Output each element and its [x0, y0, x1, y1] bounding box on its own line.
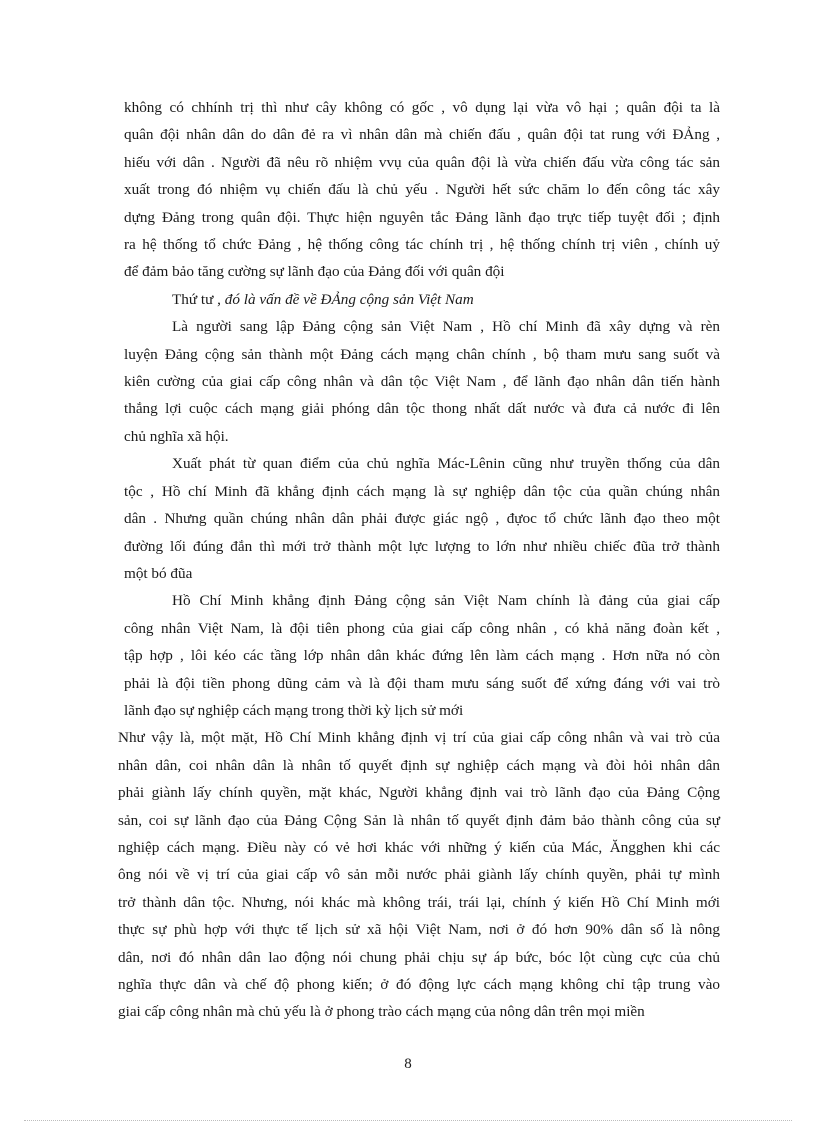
text-line: thắng lợi cuộc cách mạng giải phóng dân tộc thong nhất dất nước và đưa cả nước đi lên: [124, 400, 720, 418]
text-line: tập hợp , lôi kéo các tầng lớp nhân dân khác đứng lên làm cách mạng . Hơn nữa nó còn: [124, 647, 720, 665]
text-line: quân đội nhân dân do dân đẻ ra vì nhân dân mà chiến đấu , quân đội tat rung với ĐẢng ,: [124, 126, 720, 144]
text-line: thực sự phù hợp với thực tế lịch sử xã hội Việt Nam, nơi ở đó hơn 90% dân số là nông: [118, 921, 720, 939]
text-line: phải giành lấy chính quyền, mặt khác, Người khẳng định vai trò lãnh đạo của Đảng Cộng: [118, 784, 720, 802]
document-body: [118, 94, 720, 1026]
paragraph-party-vanguard: [124, 587, 720, 724]
text-line: Xuất phát từ quan điểm của chủ nghĩa Mác-Lênin cũng như truyền thống của dân: [172, 455, 720, 473]
paragraph-conclusion: [118, 724, 720, 1025]
text-line: sản, coi sự lãnh đạo của Đảng Cộng Sản là nhân tố quyết định đảm bảo thành công của sự: [118, 811, 720, 829]
paragraph-army: [124, 94, 720, 286]
text-line: dựng Đảng trong quân đội. Thực hiện nguyên tắc Đảng lãnh đạo trực tiếp tuyệt đối ; định: [124, 208, 720, 226]
text-line: Là người sang lập Đảng cộng sản Việt Nam , Hồ chí Minh đã xây dựng và rèn: [172, 318, 720, 336]
text-line: tộc , Hồ chí Minh đã khẳng định cách mạng là sự nghiệp dân tộc của quần chúng nhân: [124, 482, 720, 500]
text-line: ra hệ thống tổ chức Đảng , hệ thống công tác chính trị , hệ thống chính trị viên , chính uỷ: [124, 236, 720, 254]
heading-prefix: Thứ tư ,: [172, 290, 221, 308]
text-line: không có chhính trị thì như cây không có gốc , vô dụng lại vừa vô hại ; quân đội ta là: [124, 99, 720, 116]
text-line: nhân dân, coi nhân dân là nhân tố quyết định sự nghiệp cách mạng và đòi hỏi nhân dân: [118, 756, 720, 774]
text-line: luyện Đảng cộng sản thành một Đảng cách mạng chân chính , bộ tham mưu sang suốt và: [124, 345, 720, 363]
text-line: để đảm bảo tăng cường sự lãnh đạo của Đảng đối với quân đội: [124, 263, 505, 281]
text-line: nghiệp cách mạng. Điều này có vẻ hơi khác với những ý kiến của Mác, Ăngghen khi các: [118, 838, 720, 856]
text-line: xuất trong đó nhiệm vụ chiến đấu là chủ yếu . Người hết sức chăm lo đến công tác xây: [124, 181, 720, 199]
text-line: Như vậy là, một mặt, Hồ Chí Minh khẳng định vị trí của giai cấp công nhân và vai trò của: [118, 729, 720, 747]
text-line: công nhân Việt Nam, là đội tiên phong của giai cấp công nhân , có khả năng đoàn kết ,: [124, 619, 720, 637]
page-number: 8: [404, 1056, 412, 1072]
paragraph-marxism-origin: [124, 450, 720, 587]
text-line: phải là đội tiền phong dũng cảm và là đội tham mưu sáng suốt để xứng đáng với vai trò: [124, 674, 720, 692]
text-line: trở thành dân tộc. Nhưng, nói khác mà không trái, trái lại, chính ý kiến Hồ Chí Minh mới: [118, 893, 720, 911]
page-bottom-border: [24, 1120, 792, 1121]
section-heading: [124, 286, 720, 313]
text-line: một bó đũa: [124, 564, 193, 582]
text-line: dân . Nhưng quần chúng nhân dân phải được giác ngộ , đựoc tổ chức lãnh đạo theo một: [124, 510, 720, 528]
text-line: nghĩa thực dân và chế độ phong kiến; ở đó động lực cách mạng không chỉ tập trung vào: [118, 976, 720, 993]
text-line: Hồ Chí Minh khẳng định Đảng cộng sản Việt Nam chính là đảng của giai cấp: [172, 592, 720, 610]
text-line: giai cấp công nhân mà chủ yếu là ở phong trào cách mạng của nông dân trên mọi miền: [118, 1003, 645, 1021]
text-line: hiếu với dân . Người đã nêu rõ nhiệm vvụ của quân đội là vừa chiến đấu vừa công tác sản: [124, 153, 720, 171]
paragraph-party-founder: [124, 313, 720, 450]
text-line: lãnh đạo sự nghiệp cách mạng trong thời kỳ lịch sử mới: [124, 701, 464, 719]
heading-emphasis: đó là vấn đề về ĐẢng cộng sản Việt Nam: [224, 290, 474, 308]
text-line: dân, nơi đó nhân dân lao động nói chung phải chịu sự áp bức, bóc lột cùng cực của chủ: [118, 948, 720, 966]
text-line: chủ nghĩa xã hội.: [124, 427, 229, 445]
text-line: kiên cường của giai cấp công nhân và dân tộc Việt Nam , để lãnh đạo nhân dân tiến hành: [124, 373, 720, 391]
text-line: đường lối đúng đắn thì mới trở thành một lực lượng to lớn như nhiều chiếc đũa trở thành: [124, 537, 720, 555]
text-line: ông nói về vị trí của giai cấp vô sản mỗi nước phải giành lấy chính quyền, phải tự mình: [118, 866, 720, 884]
